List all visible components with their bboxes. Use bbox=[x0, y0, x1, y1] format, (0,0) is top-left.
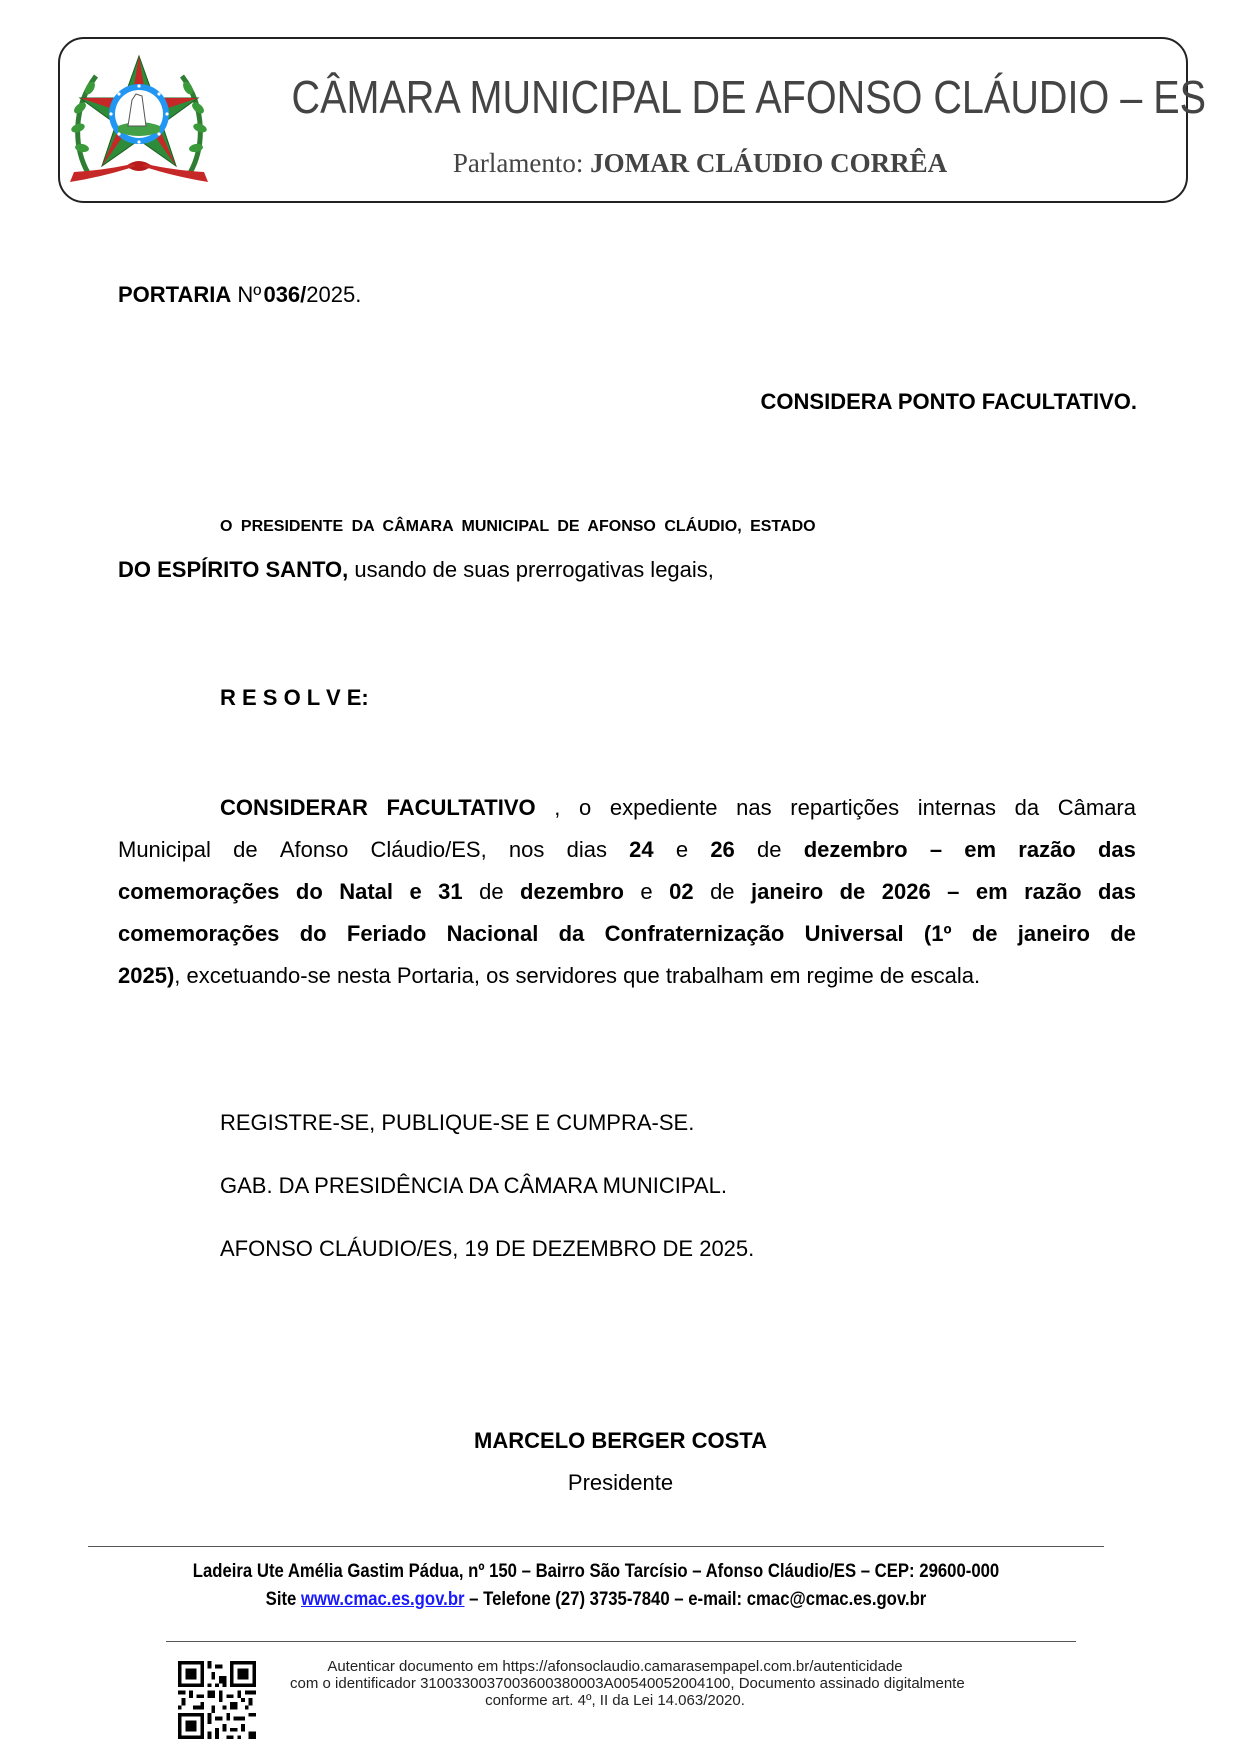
site-link[interactable]: www.cmac.es.gov.br bbox=[300, 1589, 465, 1610]
footer-divider bbox=[88, 1546, 1104, 1547]
footer-address: Ladeira Ute Amélia Gastim Pádua, nº 150 – Bairro São Tarcísio – Afonso Cláudio/ES – CEP: 29600-000 bbox=[192, 1561, 1000, 1582]
paragraph-word: Feriado bbox=[346, 921, 427, 946]
paragraph-word: 2026 bbox=[881, 879, 931, 904]
paragraph-word: 31 bbox=[438, 879, 463, 904]
numero-value: 036/ bbox=[263, 282, 307, 307]
preamble-bold-1: O PRESIDENTE DA CÂMARA MUNICIPAL DE AFONSO CLÁUDIO, ESTADO bbox=[220, 518, 816, 535]
chamber-title: CÂMARA MUNICIPAL DE AFONSO CLÁUDIO – ES bbox=[291, 71, 1206, 123]
paragraph-word: de bbox=[710, 879, 735, 904]
qr-code-icon bbox=[178, 1660, 256, 1740]
paragraph-word: expediente bbox=[609, 795, 718, 820]
paragraph-word: em bbox=[975, 879, 1008, 904]
paragraph-word: e bbox=[640, 879, 653, 904]
paragraph-word: Cláudio/ES, bbox=[370, 837, 487, 862]
paragraph-line bbox=[118, 839, 1136, 861]
closing-line-date: AFONSO CLÁUDIO/ES, 19 DE DEZEMBRO DE 2025. bbox=[220, 1236, 755, 1261]
paragraph-word: FACULTATIVO bbox=[386, 795, 536, 820]
paragraph-line bbox=[220, 797, 1136, 819]
paragraph-word: Afonso bbox=[279, 837, 349, 862]
paragraph-word: do bbox=[299, 921, 327, 946]
paragraph-word: Confraternização bbox=[604, 921, 785, 946]
paragraph-word: 24 bbox=[629, 837, 654, 862]
ementa: CONSIDERA PONTO FACULTATIVO. bbox=[760, 389, 1137, 414]
paragraph-word: (1º bbox=[923, 921, 952, 946]
paragraph-word: comemorações bbox=[118, 921, 280, 946]
ano-value: 2025. bbox=[306, 282, 362, 307]
parliament-label: Parlamento: bbox=[452, 148, 584, 178]
paragraph-word: de bbox=[1110, 921, 1136, 946]
portaria-label: PORTARIA bbox=[118, 282, 232, 307]
paragraph-word: de bbox=[233, 837, 258, 862]
paragraph-line bbox=[118, 965, 1136, 987]
auth-line-2: com o identificador 3100330037003600380003A00540052004100, Documento assinado digitalmente bbox=[290, 1675, 965, 1692]
paragraph-word: repartições bbox=[790, 795, 900, 820]
paragraph-word: , excetuando-se nesta Portaria, os servidores que trabalham em regime de escala. bbox=[174, 963, 981, 988]
paragraph-word: comemorações bbox=[118, 879, 280, 904]
paragraph-word: de bbox=[757, 837, 782, 862]
paragraph-word: dezembro bbox=[803, 837, 908, 862]
paragraph-word: dezembro bbox=[520, 879, 624, 904]
paragraph-word: de bbox=[971, 921, 998, 946]
paragraph-word: e bbox=[675, 837, 689, 862]
paragraph-word: de bbox=[839, 879, 866, 904]
auth-divider bbox=[166, 1641, 1076, 1642]
preamble-line-2 bbox=[118, 559, 714, 581]
signatory-role: Presidente bbox=[567, 1470, 674, 1495]
closing-line-register: REGISTRE-SE, PUBLIQUE-SE E CUMPRA-SE. bbox=[220, 1110, 695, 1135]
paragraph-word: razão bbox=[1024, 879, 1082, 904]
paragraph-word: do bbox=[295, 879, 323, 904]
closing-line-office: GAB. DA PRESIDÊNCIA DA CÂMARA MUNICIPAL. bbox=[220, 1173, 727, 1198]
auth-line-3: conforme art. 4º, II da Lei 14.063/2020. bbox=[485, 1692, 745, 1709]
coat-of-arms-icon bbox=[66, 48, 212, 190]
preamble-normal: usando de suas prerrogativas legais, bbox=[348, 557, 714, 582]
paragraph-word: da bbox=[558, 921, 585, 946]
paragraph-word: de bbox=[479, 879, 504, 904]
paragraph-word: internas bbox=[917, 795, 997, 820]
parliament-line bbox=[225, 148, 1175, 179]
paragraph-word: janeiro bbox=[1017, 921, 1090, 946]
resolve-heading: R E S O L V E: bbox=[220, 685, 369, 710]
paragraph-word: , bbox=[554, 795, 561, 820]
paragraph-word: das bbox=[1098, 879, 1136, 904]
paragraph-word: das bbox=[1097, 837, 1136, 862]
paragraph-word: CONSIDERAR bbox=[220, 795, 368, 820]
paragraph-word: em bbox=[964, 837, 997, 862]
paragraph-word: dias bbox=[566, 837, 607, 862]
paragraph-word: e bbox=[409, 879, 422, 904]
paragraph-word: 02 bbox=[669, 879, 694, 904]
preamble-line-1 bbox=[220, 516, 1136, 538]
signatory-name: MARCELO BERGER COSTA bbox=[474, 1428, 767, 1453]
paragraph-word: da bbox=[1014, 795, 1040, 820]
paragraph-word: Câmara bbox=[1057, 795, 1136, 820]
portaria-number bbox=[118, 284, 361, 306]
paragraph-word: – bbox=[947, 879, 960, 904]
contact-info: – Telefone (27) 3735-7840 – e-mail: cmac@cmac.es.gov.br bbox=[464, 1589, 927, 1610]
paragraph-word: 26 bbox=[710, 837, 735, 862]
paragraph-word: razão bbox=[1018, 837, 1076, 862]
numero-label: Nº bbox=[237, 282, 262, 307]
parliament-name: JOMAR CLÁUDIO CORRÊA bbox=[590, 148, 948, 178]
paragraph-word: Nacional bbox=[446, 921, 539, 946]
paragraph-word: Natal bbox=[339, 879, 394, 904]
paragraph-word: Municipal bbox=[118, 837, 211, 862]
paragraph-word: o bbox=[579, 795, 592, 820]
paragraph-word: janeiro bbox=[751, 879, 824, 904]
paragraph-line bbox=[118, 881, 1136, 903]
paragraph-word: nos bbox=[508, 837, 545, 862]
paragraph-word: Universal bbox=[804, 921, 904, 946]
footer-contact bbox=[149, 1589, 1043, 1611]
paragraph-word: 2025) bbox=[118, 963, 175, 988]
preamble-bold-2: DO ESPÍRITO SANTO, bbox=[118, 557, 349, 582]
paragraph-word: nas bbox=[736, 795, 772, 820]
auth-line-1: Autenticar documento em https://afonsoclaudio.camarasempapel.com.br/autenticidade bbox=[327, 1658, 903, 1675]
site-label: Site bbox=[265, 1589, 301, 1610]
paragraph-line bbox=[118, 923, 1136, 945]
paragraph-word: – bbox=[929, 837, 943, 862]
